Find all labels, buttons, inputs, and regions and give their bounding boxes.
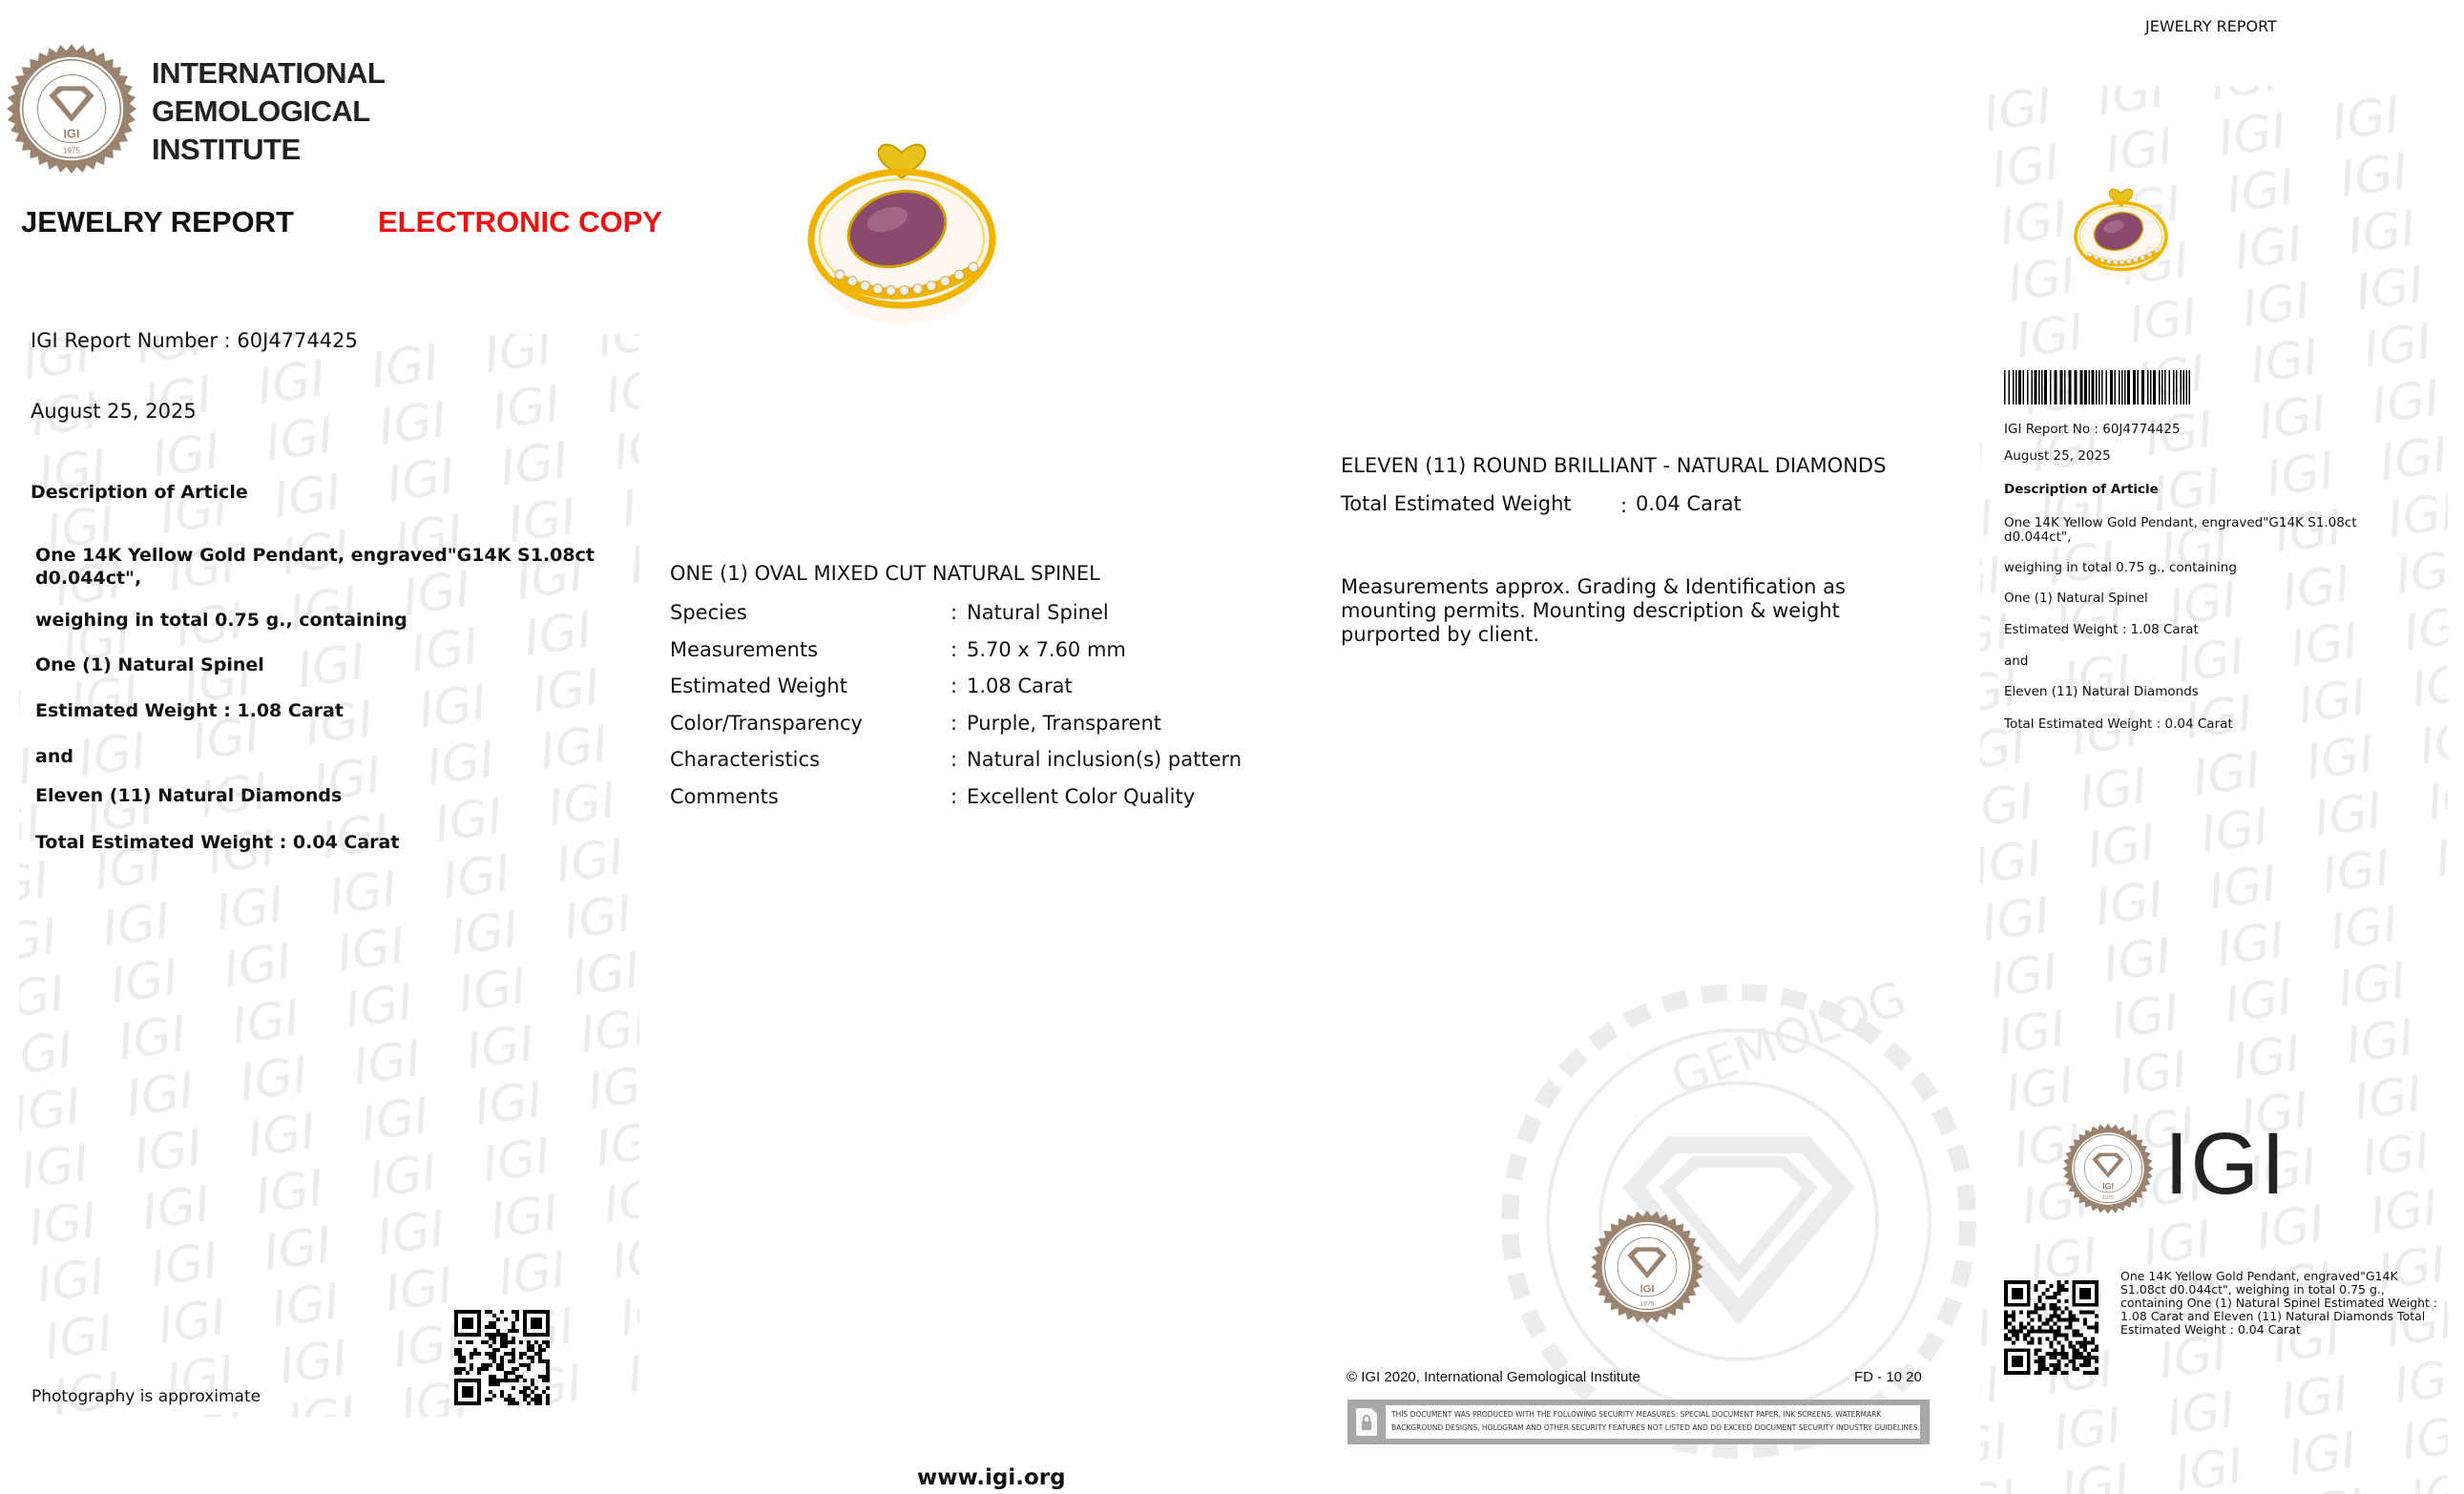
igi-logo-text: IGI: [2164, 1115, 2287, 1213]
report-title: JEWELRY REPORT: [21, 205, 294, 239]
right-desc-line: d0.044ct",: [2004, 529, 2072, 545]
notes-line: purported by client.: [1341, 623, 1540, 646]
brand-name: [152, 54, 385, 169]
description-line: Estimated Weight : 1.08 Carat: [35, 700, 344, 721]
description-line: Total Estimated Weight : 0.04 Carat: [35, 832, 400, 853]
description-line: Eleven (11) Natural Diamonds: [35, 785, 343, 806]
pendant-photo: [792, 110, 1012, 348]
report-date: August 25, 2025: [31, 400, 197, 423]
svg-text:IGI: IGI: [63, 126, 80, 141]
svg-text:IGI: IGI: [1639, 1283, 1655, 1296]
electronic-copy-label: ELECTRONIC COPY: [378, 205, 662, 239]
right-date: August 25, 2025: [2004, 448, 2111, 464]
spinel-heading: ONE (1) OVAL MIXED CUT NATURAL SPINEL: [670, 562, 1100, 585]
spinel-row-value: Natural Spinel: [967, 601, 1109, 624]
spinel-row-colon: :: [950, 748, 958, 771]
spinel-row-colon: :: [950, 712, 958, 735]
right-desc-line: and: [2004, 654, 2029, 669]
report-number: IGI Report Number : 60J4774425: [31, 329, 358, 352]
description-line: and: [35, 746, 73, 767]
svg-text:GEMOLOG: GEMOLOG: [1663, 969, 1913, 1107]
right-desc-line: One 14K Yellow Gold Pendant, engraved"G14K S1.08ct: [2004, 515, 2357, 530]
qr-code[interactable]: [454, 1310, 550, 1405]
description-line: One (1) Natural Spinel: [35, 654, 264, 675]
svg-text:1975: 1975: [63, 146, 80, 156]
description-heading: Description of Article: [31, 482, 248, 503]
spinel-row-colon: :: [950, 638, 958, 661]
right-desc-line: Eleven (11) Natural Diamonds: [2004, 684, 2199, 699]
notes-line: Measurements approx. Grading & Identification as: [1341, 575, 1846, 598]
spinel-row-value: Natural inclusion(s) pattern: [967, 748, 1242, 771]
spinel-row-colon: :: [950, 785, 958, 808]
diamonds-weight-colon: :: [1620, 494, 1628, 517]
spinel-row-value: Purple, Transparent: [967, 712, 1162, 735]
right-qr-code[interactable]: [2004, 1280, 2099, 1375]
small-seal-logo: [1590, 1210, 1704, 1324]
notes-line: mounting permits. Mounting description & weight: [1341, 599, 1840, 622]
diamonds-heading: ELEVEN (11) ROUND BRILLIANT - NATURAL DIAMONDS: [1341, 454, 1887, 477]
right-report-no: IGI Report No : 60J4774425: [2004, 422, 2181, 437]
right-title: JEWELRY REPORT: [2145, 17, 2277, 35]
spinel-row-colon: :: [950, 601, 958, 624]
right-desc-line: weighing in total 0.75 g., containing: [2004, 560, 2237, 575]
spinel-row-value: 1.08 Carat: [967, 674, 1073, 697]
right-desc-line: One (1) Natural Spinel: [2004, 591, 2148, 606]
svg-text:1975: 1975: [2101, 1195, 2115, 1202]
right-desc-line: Total Estimated Weight : 0.04 Carat: [2004, 716, 2233, 732]
right-description-heading: Description of Article: [2004, 482, 2159, 497]
spinel-row-label: Comments: [670, 785, 779, 808]
photo-note: Photography is approximate: [31, 1387, 261, 1406]
spinel-row-label: Measurements: [670, 638, 819, 661]
security-line: BACKGROUND DESIGNS, HOLOGRAM AND OTHER SECURITY FEATURES NOT LISTED AND DO EXCEED DOCUMENT SECURITY INDUSTRY GUIDELINES.: [1391, 1423, 1921, 1432]
brand-line-1: INTERNATIONAL: [152, 56, 386, 90]
spinel-row-label: Characteristics: [670, 748, 821, 771]
security-line: THIS DOCUMENT WAS PRODUCED WITH THE FOLLOWING SECURITY MEASURES: SPECIAL DOCUMENT PAPER, INK SCREENS, WATERMARK: [1391, 1410, 1882, 1419]
security-notice: [1347, 1400, 1930, 1444]
form-code: FD - 10 20: [1854, 1369, 1922, 1385]
description-line: weighing in total 0.75 g., containing: [35, 610, 407, 631]
right-pendant-photo: [2066, 172, 2176, 291]
description-line: One 14K Yellow Gold Pendant, engraved"G14K S1.08ct d0.044ct",: [35, 545, 595, 589]
spinel-row-label: Color/Transparency: [670, 712, 863, 735]
brand-line-2: GEMOLOGICAL: [152, 94, 370, 128]
spinel-row-colon: :: [950, 674, 958, 697]
right-seal-logo: [2062, 1123, 2154, 1214]
document-lock-icon: [1355, 1407, 1378, 1437]
svg-text:1975: 1975: [1639, 1300, 1655, 1308]
spinel-row-value: Excellent Color Quality: [967, 785, 1196, 808]
barcode: [2004, 370, 2193, 405]
spinel-row-label: Species: [670, 601, 747, 624]
right-desc-line: Estimated Weight : 1.08 Carat: [2004, 622, 2199, 637]
spinel-row-value: 5.70 x 7.60 mm: [967, 638, 1126, 661]
right-summary: One 14K Yellow Gold Pendant, engraved"G14K S1.08ct d0.044ct", weighing in total 0.75 g., containing One (1) Natural Spinel Estimated Weight : 1.08 Carat and Eleven (11) Natural Diamonds Total Estimated Weight : 0.04 Carat: [2120, 1269, 2438, 1337]
igi-seal-logo: [6, 43, 137, 175]
brand-line-3: INSTITUTE: [152, 133, 301, 166]
spinel-row-label: Estimated Weight: [670, 674, 847, 697]
measurement-notes: [1341, 575, 1846, 647]
svg-text:IGI: IGI: [2102, 1181, 2114, 1192]
diamonds-weight-value: 0.04 Carat: [1636, 492, 1742, 515]
diamonds-weight-label: Total Estimated Weight: [1341, 492, 1572, 515]
copyright: © IGI 2020, International Gemological Institute: [1347, 1369, 1640, 1385]
website-link[interactable]: www.igi.org: [917, 1465, 1066, 1490]
